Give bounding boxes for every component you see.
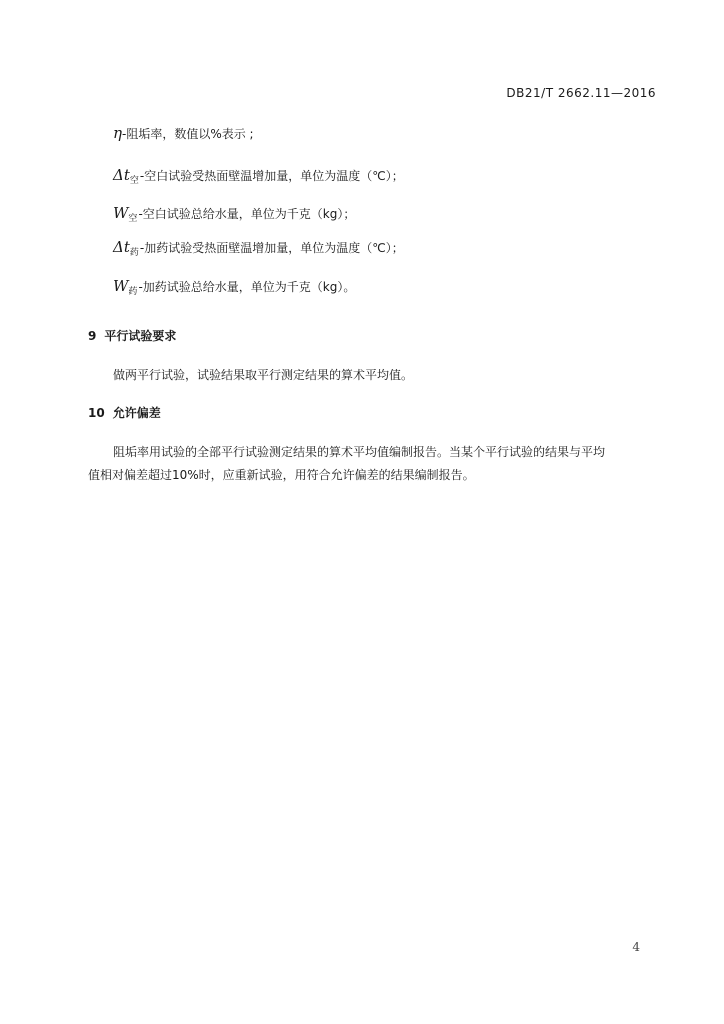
section-9-paragraph: 做两平行试验，试验结果取平行测定结果的算术平均值。 [113,368,414,382]
symbol-delta-t: Δt [113,238,130,256]
symbol-subscript: 空 [128,214,138,224]
symbol-subscript: 药 [129,248,139,258]
symbol-w: W [113,277,129,295]
section-10-paragraph-line-1: 阻垢率用试验的全部平行试验测定结果的算术平均值编制报告。当某个平行试验的结果与平均 [113,445,606,459]
definition-eta [113,124,254,142]
definition-text: -空白试验总给水量，单位为千克（kg）； [138,207,356,221]
section-title: 平行试验要求 [104,329,177,343]
definition-w-dosed [113,277,355,295]
section-10-paragraph-line-2: 值相对偏差超过10%时，应重新试验，用符合允许偏差的结果编制报告。 [88,468,475,482]
symbol-eta: η [113,124,122,142]
definition-text: -阻垢率，数值以%表示 ; [122,127,254,141]
symbol-delta-t: Δt [113,166,130,184]
section-number: 10 [88,406,105,420]
definition-delta-t-blank [113,166,404,184]
definition-delta-t-dosed [113,238,404,256]
page-number: 4 [632,940,640,954]
definition-w-blank [113,204,355,222]
section-number: 9 [88,329,97,343]
section-10-heading [88,404,161,421]
section-title: 允许偏差 [112,406,161,420]
definition-text: -加药试验总给水量，单位为千克（kg）。 [138,280,356,294]
symbol-subscript: 药 [128,287,138,297]
definition-text: -空白试验受热面壁温增加量，单位为温度（℃）； [139,169,404,183]
document-number-header: DB21/T 2662.11—2016 [506,86,656,100]
symbol-subscript: 空 [129,176,139,186]
definition-text: -加药试验受热面壁温增加量，单位为温度（℃）； [139,241,404,255]
section-9-heading [88,327,176,344]
symbol-w: W [113,204,129,222]
